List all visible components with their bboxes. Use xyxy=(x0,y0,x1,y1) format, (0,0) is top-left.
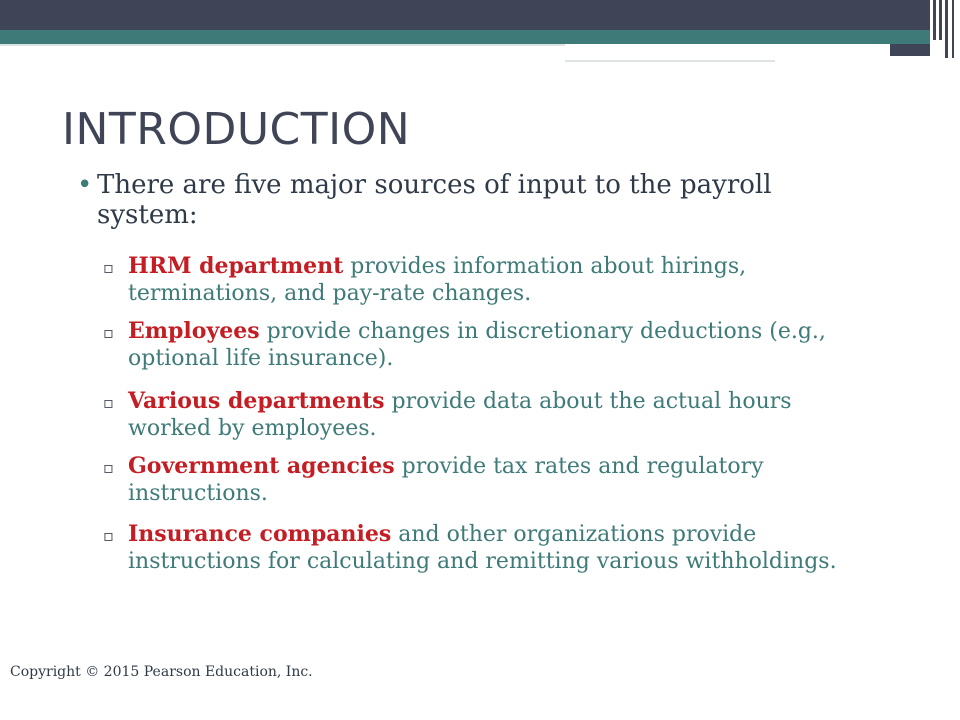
square-bullet-icon: ▫ xyxy=(103,323,114,342)
square-bullet-icon: ▫ xyxy=(103,458,114,477)
square-bullet-icon: ▫ xyxy=(103,393,114,412)
sub-bullet-text: provides information about hirings, terminations, and pay-rate changes. xyxy=(128,254,747,306)
sub-bullet-highlight: Employees xyxy=(128,318,260,344)
copyright-footer: Copyright © 2015 Pearson Education, Inc. xyxy=(10,664,313,680)
square-bullet-icon: ▫ xyxy=(103,258,114,277)
sub-bullet-highlight: Government agencies xyxy=(128,453,395,479)
sub-bullet-hrm xyxy=(103,253,873,307)
sub-bullet-insurance xyxy=(103,521,873,575)
sub-bullet-text: provide data about the actual hours worked by employees. xyxy=(128,389,792,441)
sub-bullet-highlight: Various departments xyxy=(128,388,385,414)
sub-bullet-text: provide tax rates and regulatory instructions. xyxy=(128,454,764,506)
header-vertical-line xyxy=(952,0,954,58)
sub-bullet-employees xyxy=(103,318,873,372)
header-vertical-line xyxy=(939,0,942,40)
header-white-line xyxy=(565,52,890,55)
header-vertical-line xyxy=(933,0,936,40)
header-dark-bar xyxy=(0,0,930,30)
main-bullet-text: There are five major sources of input to the payroll system: xyxy=(97,170,772,230)
main-bullet xyxy=(77,170,877,230)
header-light-stripe-lower xyxy=(565,60,775,62)
bullet-dot-icon: • xyxy=(77,170,93,200)
sub-bullet-highlight: Insurance companies xyxy=(128,521,392,547)
header-vertical-line xyxy=(945,0,948,58)
sub-bullet-government xyxy=(103,453,873,507)
sub-bullet-text: and other organizations provide instructions for calculating and remitting various withholdings. xyxy=(128,522,837,574)
square-bullet-icon: ▫ xyxy=(103,526,114,545)
slide-title: INTRODUCTION xyxy=(62,104,411,155)
sub-bullet-highlight: HRM department xyxy=(128,253,344,279)
sub-bullet-text: provide changes in discretionary deductions (e.g., optional life insurance). xyxy=(128,319,826,371)
sub-bullet-departments xyxy=(103,388,873,442)
header-light-stripe xyxy=(0,44,565,46)
header-right-stub xyxy=(890,44,930,56)
header-teal-bar xyxy=(0,30,930,44)
